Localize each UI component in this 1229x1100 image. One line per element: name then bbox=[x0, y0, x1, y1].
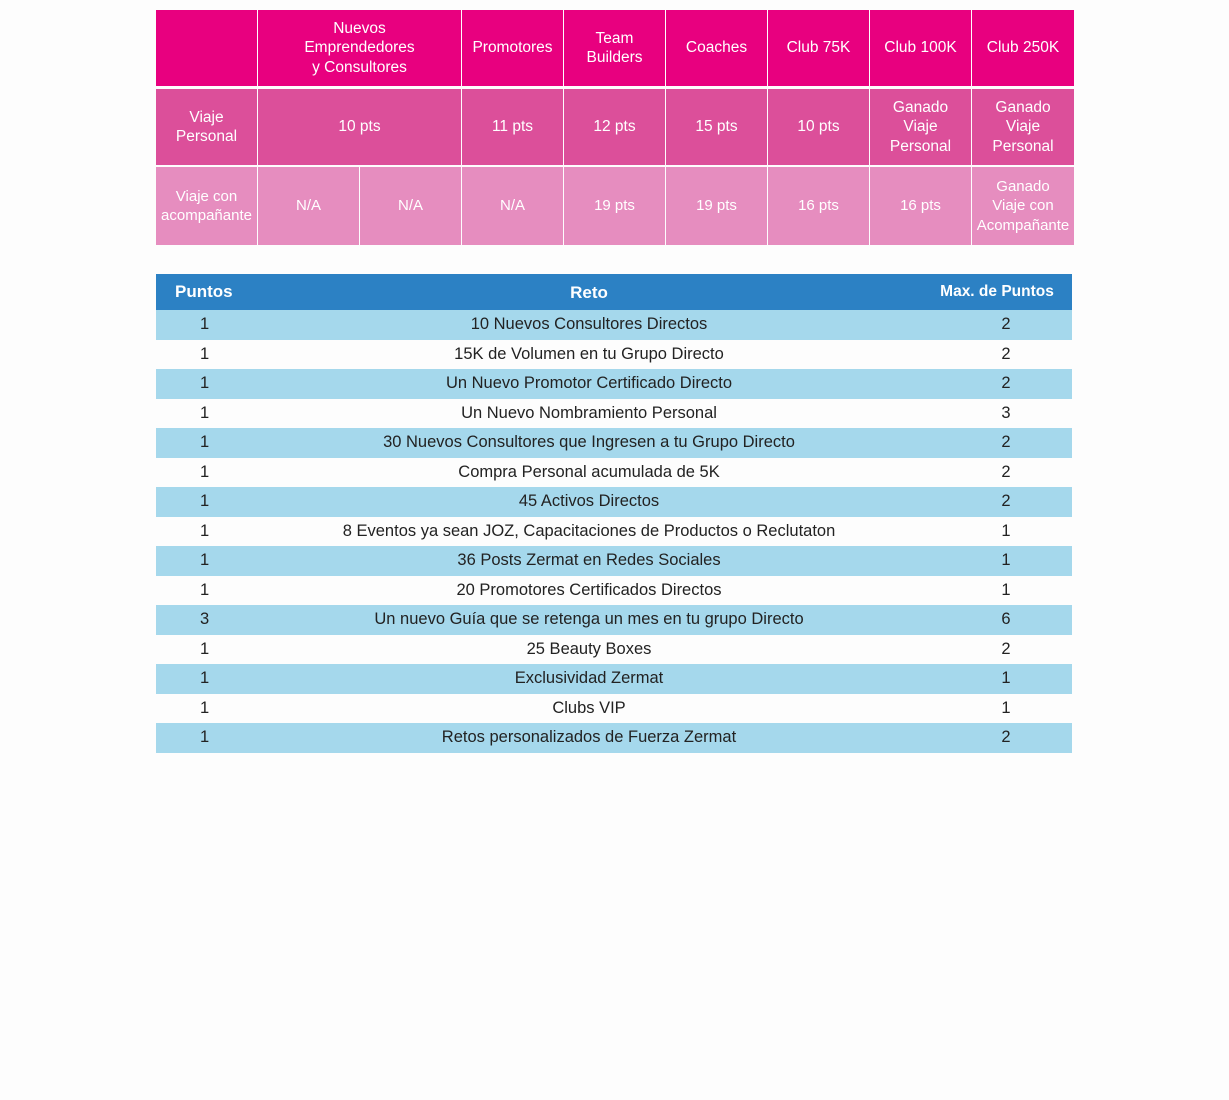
cell-personal-coaches: 15 pts bbox=[666, 89, 767, 167]
row-points: 1 bbox=[200, 698, 210, 717]
table-row bbox=[156, 487, 1072, 517]
header-coaches: Coaches bbox=[666, 10, 767, 89]
row-challenge: Retos personalizados de Fuerza Zermat bbox=[441, 728, 737, 747]
cell-companion-consultores: N/A bbox=[360, 167, 461, 245]
row-max-points: 1 bbox=[1001, 521, 1011, 540]
row-challenge: 10 Nuevos Consultores Directos bbox=[470, 315, 708, 334]
row-points: 1 bbox=[200, 315, 210, 334]
header-puntos: Puntos bbox=[175, 282, 233, 301]
header-max-puntos: Max. de Puntos bbox=[940, 283, 1054, 300]
row-points: 1 bbox=[200, 728, 210, 747]
table-row bbox=[156, 723, 1072, 753]
row-points: 1 bbox=[200, 433, 210, 452]
row-max-points: 2 bbox=[1001, 344, 1011, 363]
header-club-250k: Club 250K bbox=[972, 10, 1074, 89]
row-points: 1 bbox=[200, 462, 210, 481]
cell-personal-nuevos: 10 pts bbox=[258, 89, 461, 167]
header-nuevos-emprendedores: Nuevos Emprendedores y Consultores bbox=[258, 10, 461, 89]
table-row bbox=[156, 340, 1072, 370]
row-label-viaje-personal: Viaje Personal bbox=[156, 89, 257, 167]
table-row bbox=[156, 635, 1072, 665]
cell-companion-club-75k: 16 pts bbox=[768, 167, 869, 245]
row-challenge: Un nuevo Guía que se retenga un mes en tu grupo Directo bbox=[374, 610, 804, 629]
row-max-points: 2 bbox=[1001, 462, 1011, 481]
cell-personal-team-builders: 12 pts bbox=[564, 89, 665, 167]
row-max-points: 2 bbox=[1001, 315, 1011, 334]
table-row bbox=[156, 605, 1072, 635]
header-promotores: Promotores bbox=[462, 10, 563, 89]
table-row bbox=[156, 517, 1072, 547]
header-reto: Reto bbox=[570, 283, 608, 302]
challenges-table bbox=[156, 274, 1072, 753]
row-max-points: 2 bbox=[1001, 433, 1011, 452]
row-challenge: 45 Activos Directos bbox=[518, 492, 660, 511]
cell-personal-club-100k: Ganado Viaje Personal bbox=[870, 89, 971, 167]
table-row bbox=[156, 694, 1072, 724]
row-challenge: Un Nuevo Promotor Certificado Directo bbox=[445, 374, 733, 393]
trip-points-table bbox=[156, 10, 1072, 245]
cell-personal-promotores: 11 pts bbox=[462, 89, 563, 167]
cell-personal-club-75k: 10 pts bbox=[768, 89, 869, 167]
table-row bbox=[156, 310, 1072, 340]
row-challenge: 8 Eventos ya sean JOZ, Capacitaciones de Productos o Reclutaton bbox=[342, 521, 836, 540]
row-max-points: 3 bbox=[1001, 403, 1011, 422]
row-challenge: 25 Beauty Boxes bbox=[526, 639, 652, 658]
row-challenge: 20 Promotores Certificados Directos bbox=[456, 580, 722, 599]
row-max-points: 6 bbox=[1001, 610, 1011, 629]
row-challenge: Compra Personal acumulada de 5K bbox=[458, 462, 720, 481]
row-label-viaje-acompanante: Viaje con acompañante bbox=[156, 167, 257, 245]
row-points: 1 bbox=[200, 374, 210, 393]
cell-personal-club-250k: Ganado Viaje Personal bbox=[972, 89, 1074, 167]
row-challenge: Exclusividad Zermat bbox=[514, 669, 664, 688]
row-points: 1 bbox=[200, 344, 210, 363]
row-points: 1 bbox=[200, 669, 210, 688]
row-max-points: 1 bbox=[1001, 669, 1011, 688]
table-row bbox=[156, 576, 1072, 606]
table-row bbox=[156, 369, 1072, 399]
row-challenge: Clubs VIP bbox=[552, 698, 626, 717]
row-max-points: 2 bbox=[1001, 639, 1011, 658]
row-points: 3 bbox=[200, 610, 210, 629]
row-points: 1 bbox=[200, 521, 210, 540]
header-team-builders: Team Builders bbox=[564, 10, 665, 89]
cell-companion-coaches: 19 pts bbox=[666, 167, 767, 245]
row-challenge: 30 Nuevos Consultores que Ingresen a tu Grupo Directo bbox=[383, 433, 795, 452]
row-challenge: 15K de Volumen en tu Grupo Directo bbox=[454, 344, 724, 363]
cell-companion-club-250k: Ganado Viaje con Acompañante bbox=[972, 167, 1074, 245]
table-row bbox=[156, 399, 1072, 429]
row-max-points: 2 bbox=[1001, 728, 1011, 747]
table-row bbox=[156, 458, 1072, 488]
row-max-points: 2 bbox=[1001, 492, 1011, 511]
row-points: 1 bbox=[200, 639, 210, 658]
cell-companion-club-100k: 16 pts bbox=[870, 167, 971, 245]
row-challenge: Un Nuevo Nombramiento Personal bbox=[461, 403, 717, 422]
row-points: 1 bbox=[200, 492, 210, 511]
row-points: 1 bbox=[200, 403, 210, 422]
header-empty-cell bbox=[156, 10, 257, 89]
cell-companion-team-builders: 19 pts bbox=[564, 167, 665, 245]
row-max-points: 1 bbox=[1001, 698, 1011, 717]
challenges-table-body bbox=[156, 310, 1072, 753]
row-points: 1 bbox=[200, 580, 210, 599]
row-points: 1 bbox=[200, 551, 210, 570]
table-row bbox=[156, 428, 1072, 458]
row-max-points: 2 bbox=[1001, 374, 1011, 393]
row-max-points: 1 bbox=[1001, 580, 1011, 599]
header-club-100k: Club 100K bbox=[870, 10, 971, 89]
cell-companion-promotores: N/A bbox=[462, 167, 563, 245]
table-row bbox=[156, 546, 1072, 576]
table-row bbox=[156, 664, 1072, 694]
header-club-75k: Club 75K bbox=[768, 10, 869, 89]
challenges-table-header bbox=[156, 274, 1072, 310]
row-challenge: 36 Posts Zermat en Redes Sociales bbox=[457, 551, 721, 570]
row-max-points: 1 bbox=[1001, 551, 1011, 570]
cell-companion-emprendedores: N/A bbox=[258, 167, 359, 245]
